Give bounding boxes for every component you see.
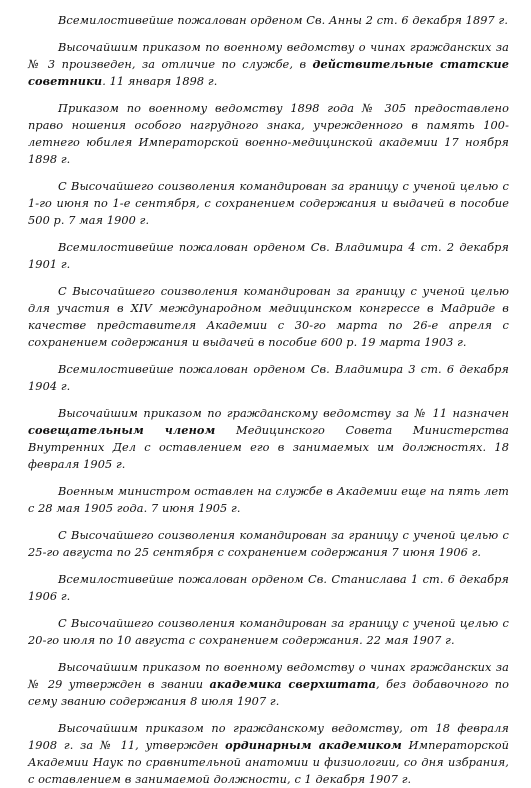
record-paragraph <box>28 239 509 273</box>
record-paragraph <box>28 615 509 649</box>
emphasized-title: действительные статские советники <box>28 57 510 88</box>
record-paragraph <box>28 571 509 605</box>
paragraph-text: Всемилостивейше пожалован орденом Св. Владимира 4 ст. 2 декабря 1901 г. <box>28 241 509 271</box>
paragraph-text: С Высочайшего соизволения командирован за границу с ученой целью с 25-го августа по 25 сентября с сохранением содержания 7 июня 1906 г. <box>28 529 509 559</box>
record-paragraph <box>28 527 509 561</box>
paragraph-text: С Высочайшего соизволения командирован за границу с ученой целью с 20-го июля по 10 августа с сохранением содержания. 22 мая 1907 г. <box>28 617 509 647</box>
paragraph-text: Приказом по военному ведомству 1898 года № 305 предоставлено право ношения особого нагрудного знака, учрежденного в память 100-летнего юбилея Императорской военно-медицинской академии 17 ноября 1898 г. <box>28 102 509 166</box>
record-paragraph <box>28 12 509 29</box>
paragraph-text: Всемилостивейше пожалован орденом Св. Станислава 1 ст. 6 декабря 1906 г. <box>28 573 509 603</box>
emphasized-title: академика сверхштата <box>209 677 376 691</box>
record-paragraph <box>28 100 509 168</box>
paragraph-text: , без добавочного по сему званию содержания 8 июля 1907 г. <box>28 678 510 708</box>
paragraph-text: С Высочайшего соизволения командирован за границу с ученой целью для участия в XIV международном медицинском конгрессе в Мадриде в качестве представителя Академии с 30-го марта по 26-е апреля с сохранением содержания и выдачей в пособие 600 р. 19 марта 1903 г. <box>28 285 509 349</box>
service-record-text <box>28 12 509 788</box>
paragraph-text: Всемилостивейше пожалован орденом Св. Анны 2 ст. 6 декабря 1897 г. <box>58 14 509 27</box>
record-paragraph <box>28 39 509 90</box>
emphasized-title: совещательным членом <box>28 423 216 437</box>
paragraph-text: С Высочайшего соизволения командирован за границу с ученой целью с 1-го июня по 1-е сентября, с сохранением содержания и выдачей в пособие 500 р. 7 мая 1900 г. <box>28 180 509 227</box>
paragraph-text: Всемилостивейше пожалован орденом Св. Владимира 3 ст. 6 декабря 1904 г. <box>28 363 509 393</box>
record-paragraph <box>28 405 509 473</box>
record-paragraph <box>28 178 509 229</box>
paragraph-text: Военным министром оставлен на службе в Академии еще на пять лет с 28 мая 1905 года. 7 июня 1905 г. <box>28 485 509 515</box>
emphasized-title: ординарным академиком <box>225 738 402 752</box>
record-paragraph <box>28 483 509 517</box>
paragraph-text: Медицинского Совета Министерства Внутренних Дел с оставлением его в занимаемых им должностях. 18 февраля 1905 г. <box>28 424 509 471</box>
paragraph-text: Высочайшим приказом по военному ведомству о чинах гражданских за № 3 произведен, за отличие по службе, в <box>28 41 509 71</box>
record-paragraph <box>28 720 509 788</box>
record-paragraph <box>28 659 509 710</box>
paragraph-text: Высочайшим приказом по военному ведомству о чинах гражданских за № 29 утвержден в звании <box>28 661 509 691</box>
record-paragraph <box>28 361 509 395</box>
record-paragraph <box>28 283 509 351</box>
paragraph-text: . 11 января 1898 г. <box>102 75 218 88</box>
paragraph-text: Высочайшим приказом по гражданскому ведомству, от 18 февраля 1908 г. за № 11, утвержден <box>28 722 509 752</box>
paragraph-text: Императорской Академии Наук по сравнительной анатомии и физиологии, со дня избрания, с оставлением в занимаемой должности, с 1 декабря 1907 г. <box>28 739 509 786</box>
paragraph-text: Высочайшим приказом по гражданскому ведомству за № 11 назначен <box>58 407 509 420</box>
